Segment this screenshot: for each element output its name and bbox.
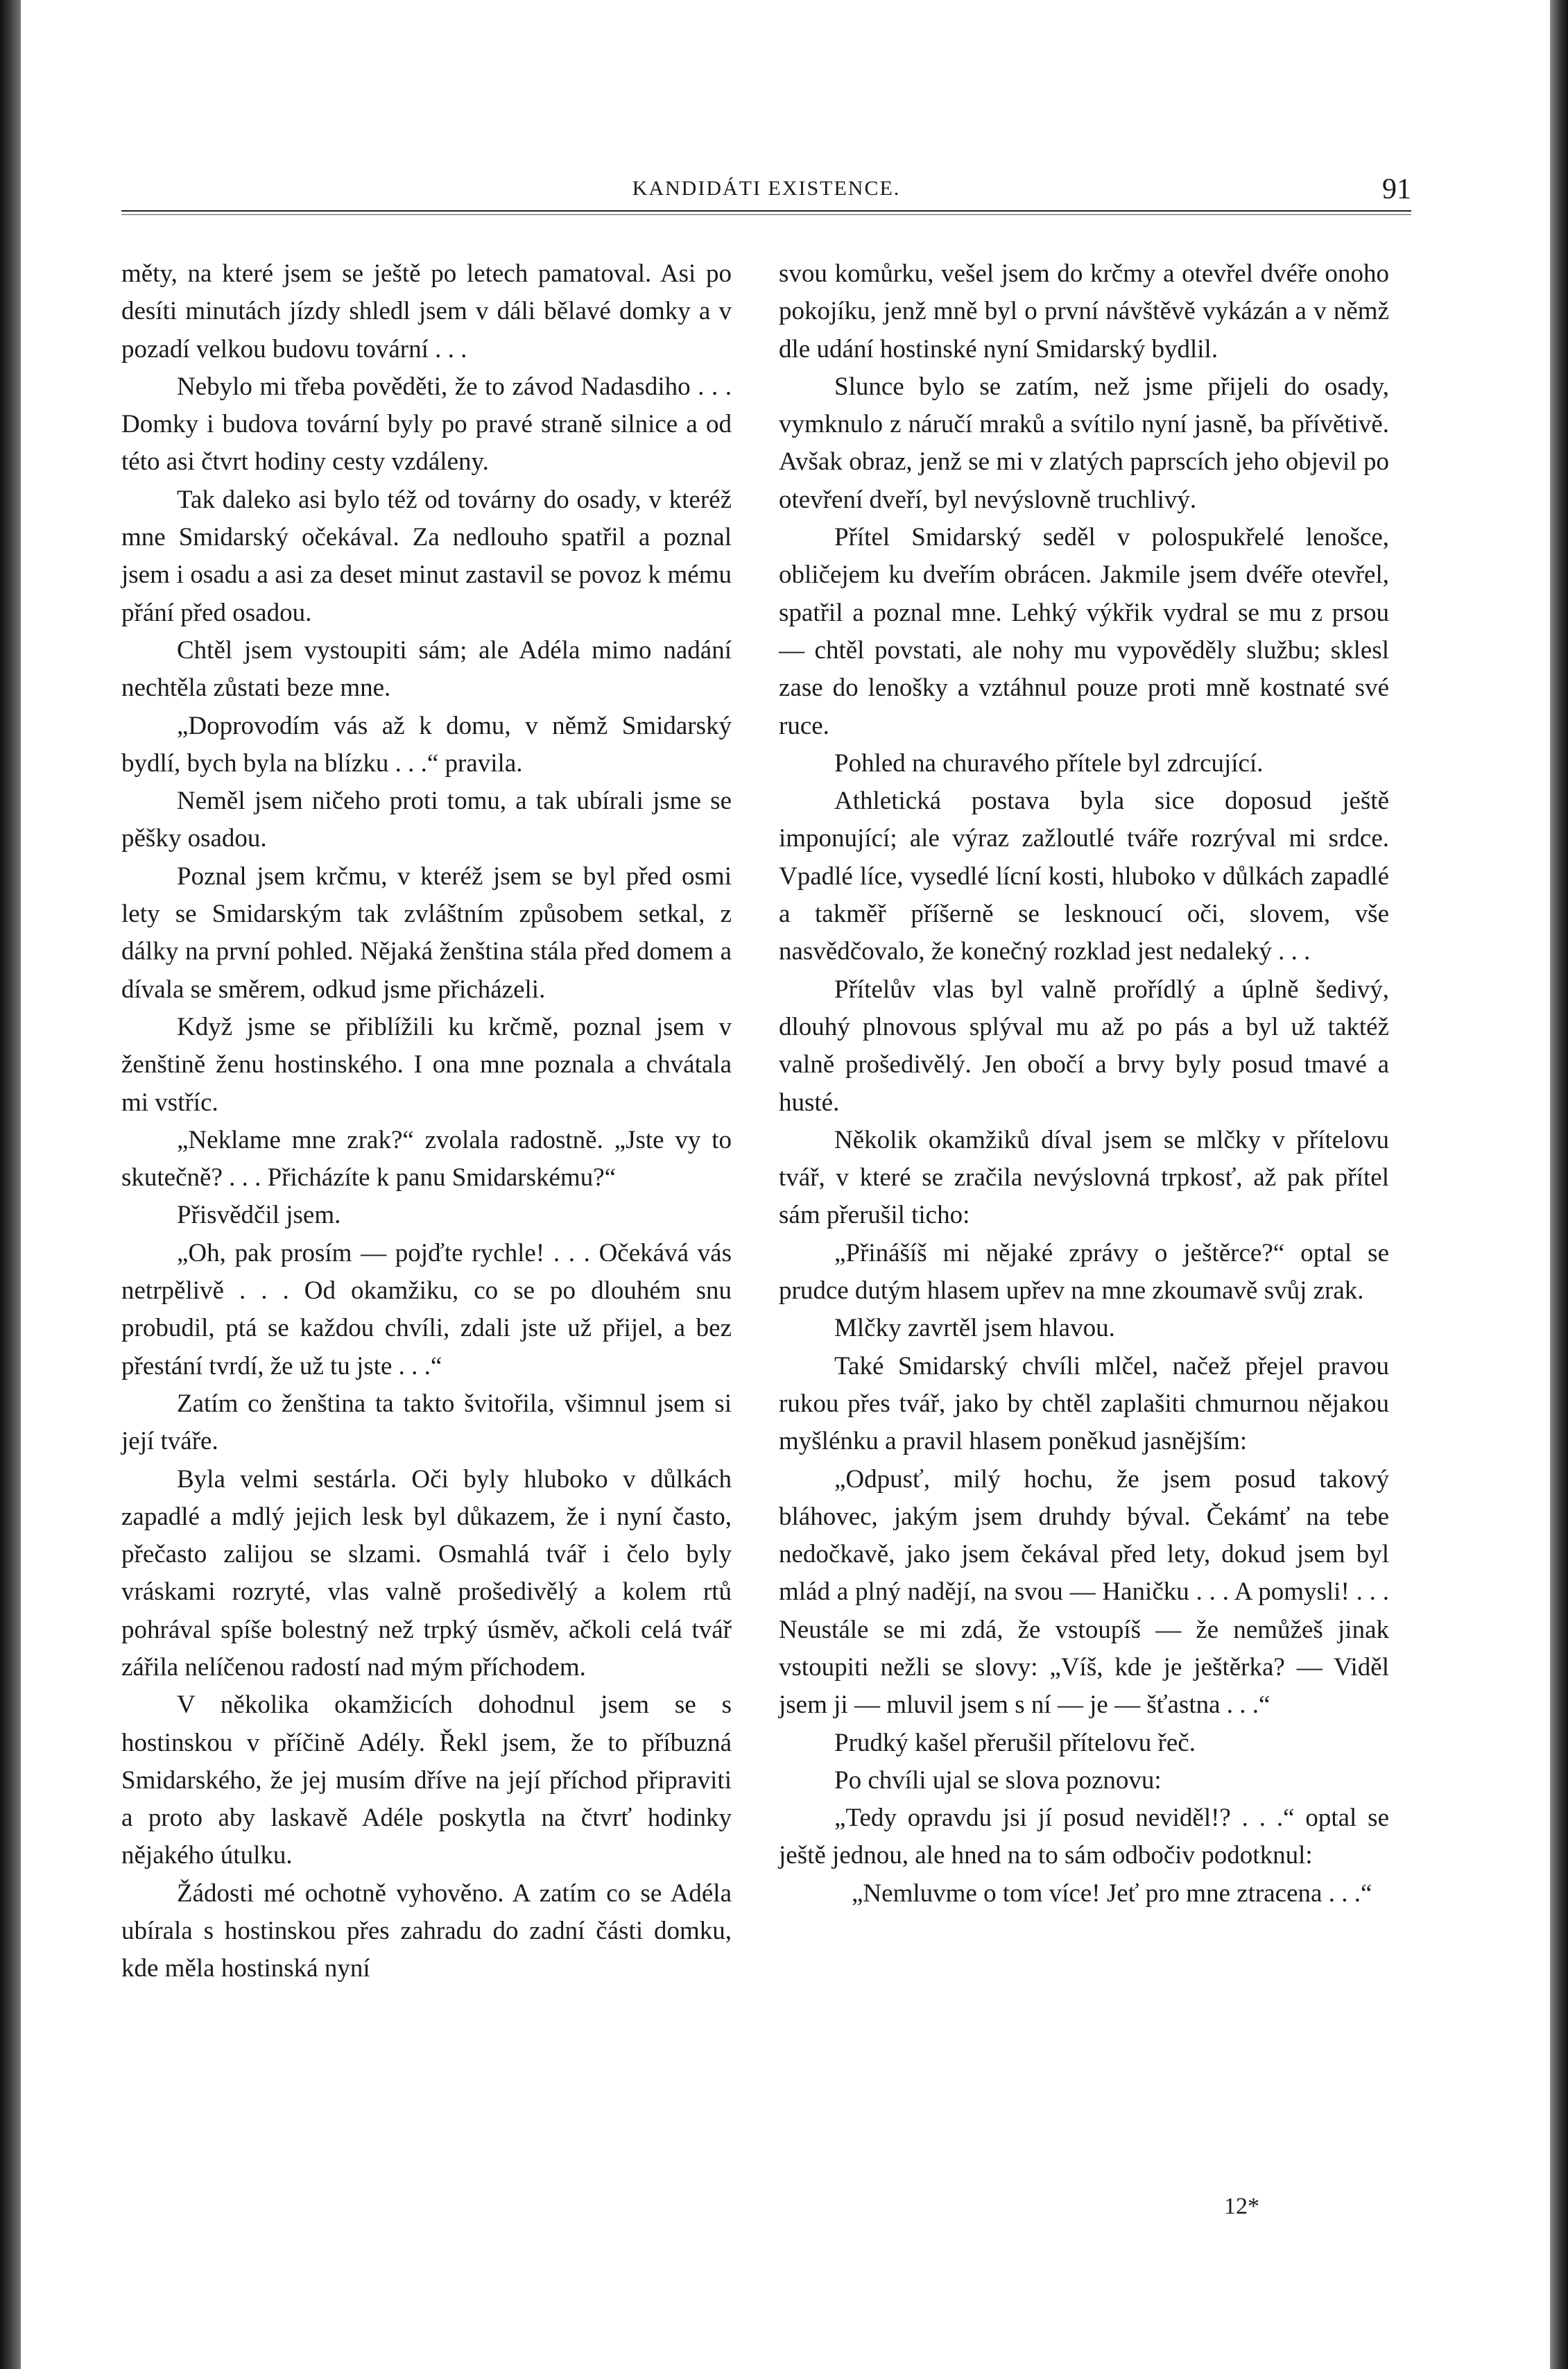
paragraph: Neměl jsem ničeho proti tomu, a tak ubírali jsme se pěšky osadou.	[121, 787, 732, 853]
paragraph: Nebylo mi třeba pověděti, že to závod Nadasdiho . . . Domky i budova tovární byly po pravé straně silnice a od této asi čtvrt hodiny cesty vzdáleny.	[121, 372, 732, 477]
paragraph: „Nemluvme o tom více! Jeť pro mne ztracena . . .“	[852, 1879, 1372, 1908]
page-edge-left	[0, 0, 21, 2369]
paragraph: Byla velmi sestárla. Oči byly hluboko v důlkách zapadlé a mdlý jejich lesk byl důkazem, že i nyní často, přečasto zalijou se slzami. Osmahlá tvář i čelo byly vráskami rozryté, vlas valně prošedivělý a kolem rtů pohrával spíše bolestný než trpký úsměv, ačkoli celá tvář zářila nelíčenou radostí nad mým příchodem.	[121, 1464, 732, 1682]
left-column	[121, 255, 732, 1988]
paragraph: Přítel Smidarský seděl v polospukřelé lenošce, obličejem ku dveřím obrácen. Jakmile jsem dvéře otevřel, spatřil a poznal mne. Lehký výkřik vydral se mu z prsou — chtěl povstati, ale nohy mu vypověděly službu; sklesl zase do lenošky a vztáhnul pouze proti mně kostnaté své ruce.	[779, 523, 1389, 740]
page-number: 91	[1382, 173, 1411, 205]
paragraph: svou komůrku, vešel jsem do krčmy a otevřel dvéře onoho pokojíku, jenž mně byl o první návštěvě vykázán a v němž dle udání hostinské nyní Smidarský bydlil.	[779, 259, 1389, 364]
right-column	[779, 255, 1389, 1913]
paragraph: Přisvědčil jsem.	[177, 1201, 341, 1230]
paragraph: Když jsme se přiblížili ku krčmě, poznal jsem v ženštině ženu hostinského. I ona mne poznala a chvátala mi vstříc.	[121, 1012, 732, 1117]
paragraph: Slunce bylo se zatím, než jsme přijeli do osady, vymknulo z náručí mraků a svítilo nyní jasně, ba přívětivě. Avšak obraz, jenž se mi v zlatých paprscích jeho objevil po otevření dveří, byl nevýslovně truchlivý.	[779, 372, 1389, 514]
paragraph: „Oh, pak prosím — pojďte rychle! . . . Očekává vás netrpělivě . . . Od okamžiku, co se po dlouhém snu probudil, ptá se každou chvíli, zdali jste už přijel, a bez přestání tvrdí, že už tu jste . . .“	[121, 1238, 732, 1380]
paragraph: „Přinášíš mi nějaké zprávy o ještěrce?“ optal se prudce dutým hlasem upřev na mne zkoumavě svůj zrak.	[779, 1238, 1389, 1306]
paragraph: „Neklame mne zrak?“ zvolala radostně. „Jste vy to skutečně? . . . Přicházíte k panu Smidarskému?“	[121, 1125, 732, 1192]
paragraph: Mlčky zavrtěl jsem hlavou.	[834, 1314, 1115, 1343]
paragraph: V několika okamžicích dohodnul jsem se s hostinskou v příčině Adély. Řekl jsem, že to příbuzná Smidarského, že jej musím dříve na její příchod připraviti a proto aby laskavě Adéle poskytla na čtvrť hodinky nějakého útulku.	[121, 1691, 732, 1870]
paragraph: „Odpusť, milý hochu, že jsem posud takový bláhovec, jakým jsem druhdy býval. Čekámť na tebe nedočkavě, jako jsem čekával před lety, dokud jsem byl mlád a plný nadějí, na svou — Haničku . . . A pomysli! . . . Neustále se mi zdá, že vstoupíš — že nemůžeš jinak vstoupiti nežli se slovy: „Víš, kde je ještěrka? — Viděl jsem ji — mluvil jsem s ní — je — šťastna . . .“	[779, 1464, 1389, 1720]
paragraph: Pohled na churavého přítele byl zdrcující.	[834, 749, 1264, 778]
paragraph: Poznal jsem krčmu, v kteréž jsem se byl před osmi lety se Smidarským tak zvláštním způsobem setkal, z dálky na první pohled. Nějaká ženština stála před domem a dívala se směrem, odkud jsme přicházeli.	[121, 862, 732, 1004]
paragraph: Tak daleko asi bylo též od továrny do osady, v kteréž mne Smidarský očekával. Za nedlouho spatřil a poznal jsem i osadu a asi za deset minut zastavil se povoz k mému přání před osadou.	[121, 485, 732, 627]
paragraph: „Tedy opravdu jsi jí posud neviděl!? . . .“ optal se ještě jednou, ale hned na to sám odbočiv podotknul:	[779, 1804, 1389, 1870]
paragraph: měty, na které jsem se ještě po letech pamatoval. Asi po desíti minutách jízdy shledl jsem v dáli bělavé domky a v pozadí velkou budovu tovární . . .	[121, 259, 732, 364]
paragraph: Prudký kašel přerušil přítelovu řeč.	[834, 1728, 1196, 1757]
paragraph: „Doprovodím vás až k domu, v němž Smidarský bydlí, bych byla na blízku . . .“ pravila.	[121, 711, 732, 778]
header-rule	[121, 210, 1411, 215]
paragraph: Také Smidarský chvíli mlčel, načež přejel pravou rukou přes tvář, jako by chtěl zaplašiti chmurnou nějakou myšlénku a pravil hlasem poněkud jasnějším:	[779, 1351, 1389, 1456]
page-edge-right	[1550, 0, 1568, 2369]
paragraph: Zatím co ženština ta takto švitořila, všimnul jsem si její tváře.	[121, 1389, 732, 1456]
paragraph: Athletická postava byla sice doposud ještě imponující; ale výraz zažloutlé tváře rozrýval mi srdce. Vpadlé líce, vysedlé lícní kosti, hluboko v důlkách zapadlé a takměř příšerně se lesknoucí oči, slovem, vše nasvědčovalo, že konečný rozklad jest nedaleký . . .	[779, 787, 1389, 966]
paragraph: Žádosti mé ochotně vyhověno. A zatím co se Adéla ubírala s hostinskou přes zahradu do zadní části domku, kde měla hostinská nyní	[121, 1879, 732, 1983]
signature-mark: 12*	[1224, 2193, 1259, 2219]
paragraph: Po chvíli ujal se slova poznovu:	[834, 1765, 1162, 1795]
running-title: KANDIDÁTI EXISTENCE.	[632, 177, 901, 200]
paragraph: Chtěl jsem vystoupiti sám; ale Adéla mimo nadání nechtěla zůstati beze mne.	[121, 635, 732, 703]
paragraph: Přítelův vlas byl valně prořídlý a úplně šedivý, dlouhý plnovous splýval mu až po pás a byl už taktéž valně prošedivělý. Jen obočí a brvy byly posud tmavé a husté.	[779, 975, 1389, 1117]
paragraph: Několik okamžiků díval jsem se mlčky v přítelovu tvář, v které se zračila nevýslovná trpkosť, až pak přítel sám přerušil ticho:	[779, 1125, 1389, 1230]
